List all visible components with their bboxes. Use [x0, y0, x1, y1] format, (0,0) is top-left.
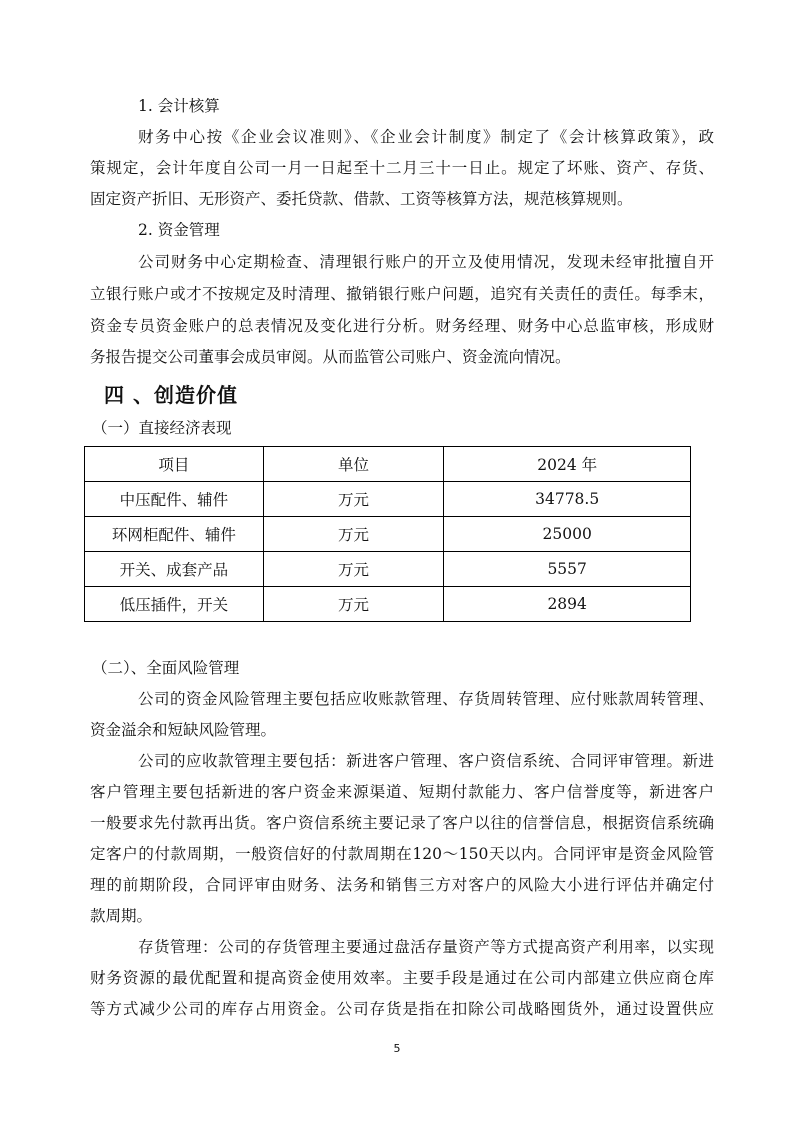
- table-cell: 中压配件、辅件: [85, 482, 264, 517]
- table-cell: 低压插件，开关: [85, 587, 264, 622]
- table-cell: 万元: [263, 482, 444, 517]
- page-number: 5: [393, 1042, 401, 1055]
- funds-line-4: 务报告提交公司董事会成员审阅。从而监管公司账户、资金流向情况。: [90, 348, 571, 366]
- table-header-year: 2024 年: [444, 447, 691, 482]
- table-cell: 2894: [444, 587, 691, 622]
- receivable-line-6: 款周期。: [90, 907, 153, 925]
- funds-line-3: 资金专员资金账户的总表情况及变化进行分析。财务经理、财务中心总监审核，形成财: [90, 317, 714, 335]
- funds-line-2: 立银行账户或才不按规定及时清理、撤销银行账户问题，追究有关责任的责任。每季末，: [90, 285, 714, 303]
- accounting-line-3: 固定资产折旧、无形资产、委托贷款、借款、工资等核算方法，规范核算规则。: [90, 190, 633, 208]
- table-cell: 环网柜配件、辅件: [85, 517, 264, 552]
- section-title-create-value: 四 、创造价值: [104, 383, 238, 407]
- table-cell: 开关、成套产品: [85, 552, 264, 587]
- receivable-line-5: 理的前期阶段，合同评审由财务、法务和销售三方对客户的风险大小进行评估并确定付: [90, 876, 714, 894]
- receivable-line-1: 公司的应收款管理主要包括：新进客户管理、客户资信系统、合同评审管理。新进: [138, 752, 714, 770]
- risk-line-2: 资金溢余和短缺风险管理。: [90, 721, 277, 739]
- subsection-direct-economic: （一）直接经济表现: [92, 419, 232, 437]
- risk-line-1: 公司的资金风险管理主要包括应收账款管理、存货周转管理、应付账款周转管理、: [138, 690, 714, 708]
- accounting-line-2: 策规定，会计年度自公司一月一日起至十二月三十一日止。规定了坏账、资产、存货、: [90, 159, 714, 177]
- receivable-line-4: 定客户的付款周期，一般资信好的付款周期在120～150天以内。合同评审是资金风险管: [90, 845, 714, 863]
- table-row: [85, 482, 691, 517]
- table-header-row: [85, 447, 691, 482]
- table-row: [85, 587, 691, 622]
- accounting-line-1: 财务中心按《企业会议准则》、《企业会计制度》制定了《会计核算政策》，政: [138, 128, 714, 146]
- table-cell: 万元: [263, 552, 444, 587]
- table-cell: 万元: [263, 517, 444, 552]
- table-cell: 万元: [263, 587, 444, 622]
- table-cell: 25000: [444, 517, 691, 552]
- inventory-line-2: 财务资源的最优配置和提高资金使用效率。主要手段是通过在公司内部建立供应商仓库: [90, 969, 714, 987]
- inventory-line-1: 存货管理：公司的存货管理主要通过盘活存量资产等方式提高资产利用率，以实现: [138, 938, 714, 956]
- table-cell: 5557: [444, 552, 691, 587]
- table-row: [85, 517, 691, 552]
- economic-performance-table: [84, 446, 691, 622]
- subsection-risk-management: （二）、全面风险管理: [92, 659, 240, 677]
- table-cell: 34778.5: [444, 482, 691, 517]
- inventory-line-3: 等方式减少公司的库存占用资金。公司存货是指在扣除公司战略囤货外，通过设置供应: [90, 1000, 714, 1018]
- funds-heading: 2. 资金管理: [138, 221, 220, 239]
- receivable-line-2: 客户管理主要包括新进的客户资金来源渠道、短期付款能力、客户信誉度等，新进客户: [90, 783, 714, 801]
- receivable-line-3: 一般要求先付款再出货。客户资信系统主要记录了客户以往的信誉信息，根据资信系统确: [90, 814, 714, 832]
- accounting-heading: 1. 会计核算: [138, 97, 220, 115]
- funds-line-1: 公司财务中心定期检查、清理银行账户的开立及使用情况，发现未经审批擅自开: [138, 253, 714, 271]
- table-row: [85, 552, 691, 587]
- table-header-unit: 单位: [263, 447, 444, 482]
- table-header-item: 项目: [85, 447, 264, 482]
